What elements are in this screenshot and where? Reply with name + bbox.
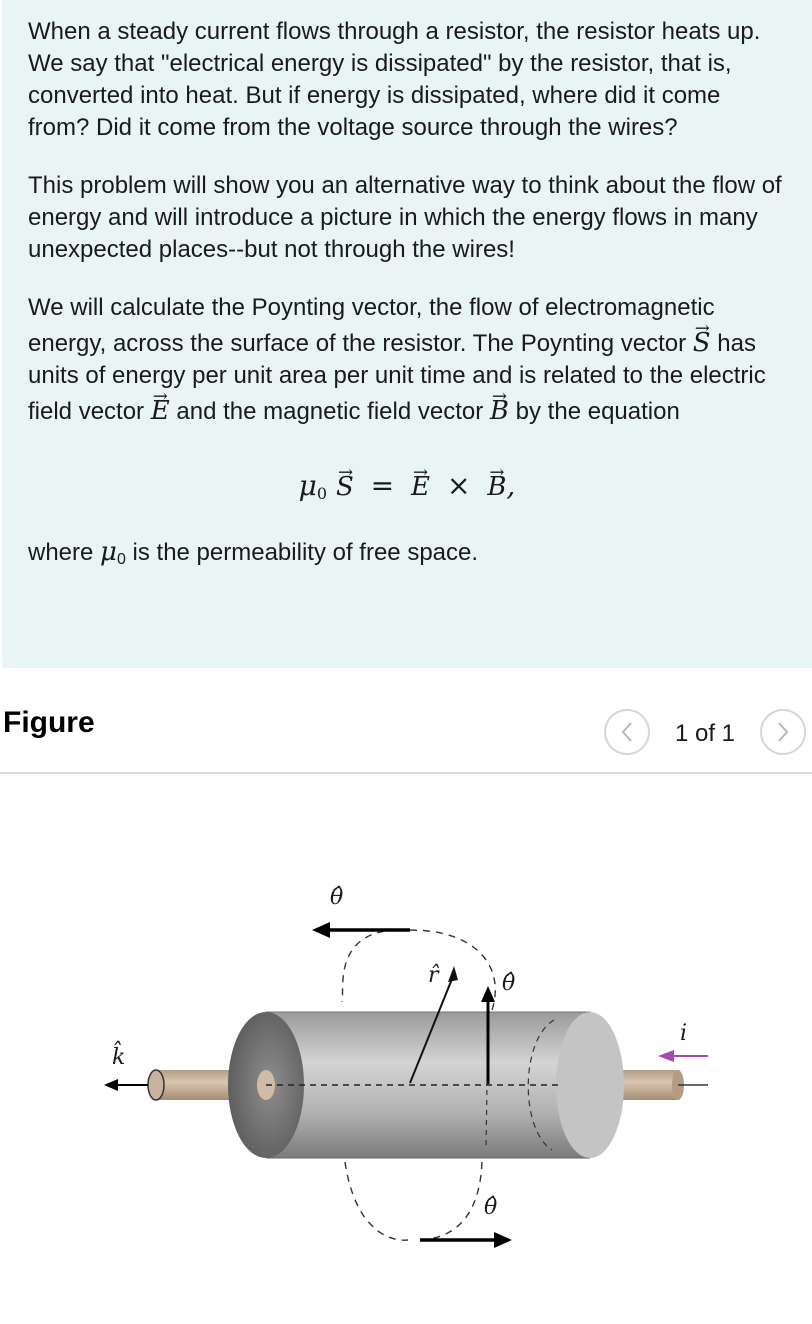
next-figure-button[interactable]: [760, 709, 806, 755]
equation-equals: =: [370, 469, 395, 502]
theta-mid-label: θ̂: [502, 971, 516, 996]
equation-b: → B: [487, 468, 506, 500]
theta-bottom-label: θ̂: [484, 1195, 498, 1220]
current-label: i: [680, 1021, 688, 1046]
equation-comma: ,: [506, 469, 516, 502]
poynting-text-d: by the equation: [509, 398, 680, 425]
figure-header: [0, 690, 812, 774]
vector-b-symbol: → B: [490, 392, 509, 424]
vector-e-symbol: → E: [151, 392, 170, 424]
equation-mu-subscript: 0: [316, 484, 328, 503]
equation-cross: ×: [446, 469, 471, 502]
figure-page-count: 1 of 1: [674, 720, 736, 747]
permeability-note: [28, 536, 786, 576]
vector-s-symbol: → S: [693, 324, 711, 356]
chevron-right-icon: [776, 721, 790, 743]
equation-mu: μ: [298, 469, 317, 502]
figure-title: Figure: [3, 706, 95, 739]
current-arrow: [658, 1050, 708, 1062]
permeability-text-b: is the permeability of free space.: [125, 539, 479, 566]
problem-statement: [2, 0, 812, 668]
resistor-diagram: [90, 870, 730, 1260]
equation-s: → S: [336, 468, 354, 500]
permeability-mu: μ: [100, 537, 117, 567]
intro-paragraph: When a steady current flows through a resistor, the resistor heats up. We say that "electrical energy is dissipated" by the resistor, that is, converted into heat. But if energy is dissipated, where did it come from? Did it come from the voltage source through the wires?: [28, 18, 761, 141]
resistor-figure: [90, 870, 730, 1260]
r-hat-label: r̂: [428, 963, 439, 988]
previous-figure-button[interactable]: [604, 709, 650, 755]
chevron-left-icon: [620, 721, 634, 743]
permeability-text-a: where: [28, 539, 101, 566]
k-hat-label: k̂: [112, 1045, 126, 1070]
permeability-mu-subscript: 0: [116, 551, 126, 568]
theta-arrow-top: [312, 922, 410, 938]
poynting-text-b: has units of energy per unit area per unit time and is related to the electric field vector: [28, 330, 766, 425]
poynting-equation: [28, 468, 786, 508]
equation-e: → E: [411, 468, 430, 500]
poynting-text-a: We will calculate the Poynting vector, the flow of electromagnetic energy, across the surface of the resistor. The Poynting vector: [28, 294, 715, 357]
theta-arrow-bottom: [420, 1232, 512, 1248]
poynting-paragraph: [28, 292, 786, 428]
theta-top-label: θ̂: [330, 885, 344, 910]
k-hat-arrow: [104, 1079, 148, 1091]
alternative-paragraph: This problem will show you an alternative way to think about the flow of energy and will introduce a picture in which the energy flows in many unexpected places--but not through the wires!: [28, 172, 782, 263]
poynting-text-c: and the magnetic field vector: [169, 398, 490, 425]
